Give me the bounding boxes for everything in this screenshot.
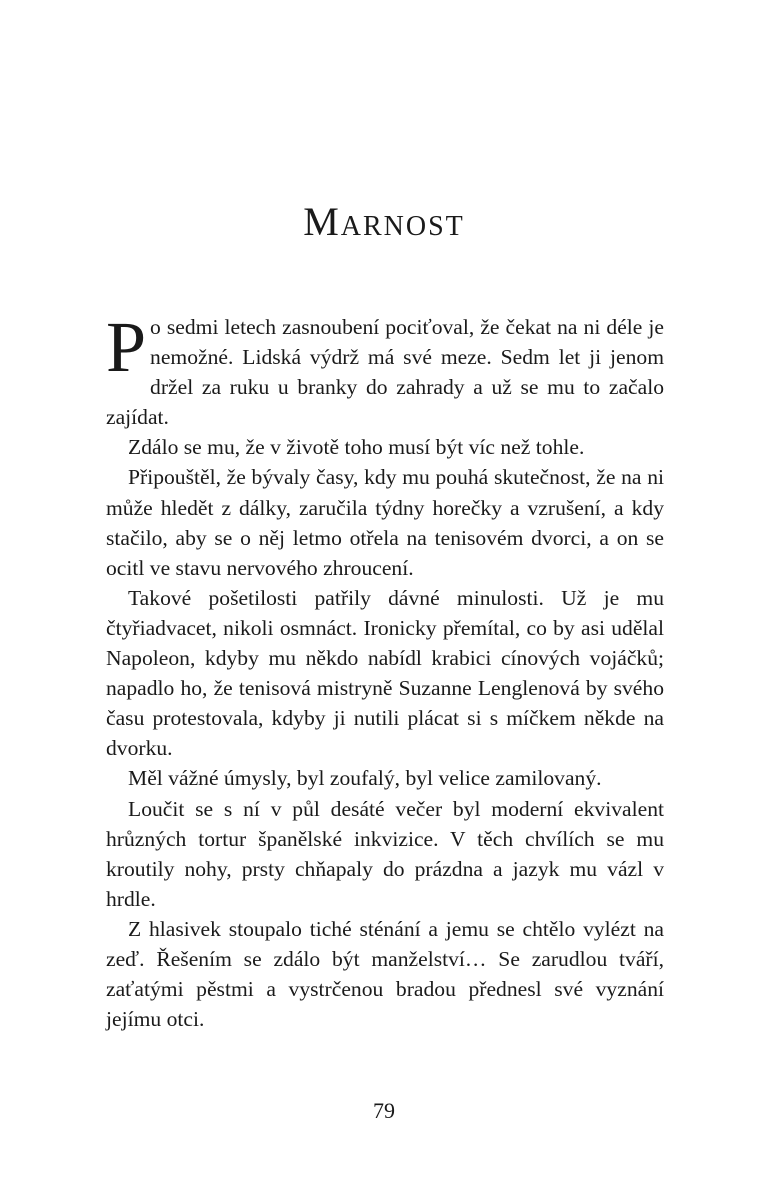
drop-cap: P xyxy=(106,307,147,387)
paragraph-5: Měl vážné úmysly, byl zoufalý, byl velice zamilovaný. xyxy=(128,766,602,791)
paragraph-1-text: o sedmi letech zasnoubení pociťoval, že čekat na ni déle je nemožné. Lidská výdrž má své meze. Sedm let ji jenom držel za ruku u branky do zahrady a už se mu to začalo zajídat. xyxy=(106,315,664,430)
paragraph-7: Z hlasivek stoupalo tiché sténání a jemu se chtělo vylézt na zeď. Řešením se zdálo být manželství… Se zarudlou tváří, zaťatými pěstmi a vystrčenou bradou přednesl své vyznání jejímu otci. xyxy=(106,916,664,1032)
paragraph-4: Takové pošetilosti patřily dávné minulosti. Už je mu čtyřiadvacet, nikoli osmnáct. Ironicky přemítal, co by asi udělal Napoleon, kdyby mu někdo nabídl krabici cínových vojáčků; napadlo ho, že tenisová mistryně Suzanne Lenglenová by svého času protestovala, kdyby ji nutili plácat si s míčkem někde na dvorku. xyxy=(106,585,664,761)
body-text xyxy=(106,307,664,1034)
paragraph-1 xyxy=(106,307,664,432)
page-number: 79 xyxy=(373,1098,395,1123)
chapter-title: Marnost xyxy=(303,199,465,244)
paragraph-3: Připouštěl, že bývaly časy, kdy mu pouhá skutečnost, že na ni může hledět z dálky, zaručila týdny horečky a vzrušení, a kdy stačilo, aby se o něj letmo otřela na tenisovém dvorci, a on se ocitl ve stavu nervového zhroucení. xyxy=(106,465,664,580)
paragraph-6: Loučit se s ní v půl desáté večer byl moderní ekvivalent hrůzných tortur španělské inkvizice. V těch chvílích se mu kroutily nohy, prsty chňapaly do prázdna a jazyk mu vázl v hrdle. xyxy=(106,796,664,911)
paragraph-2: Zdálo se mu, že v životě toho musí být víc než tohle. xyxy=(128,435,585,460)
